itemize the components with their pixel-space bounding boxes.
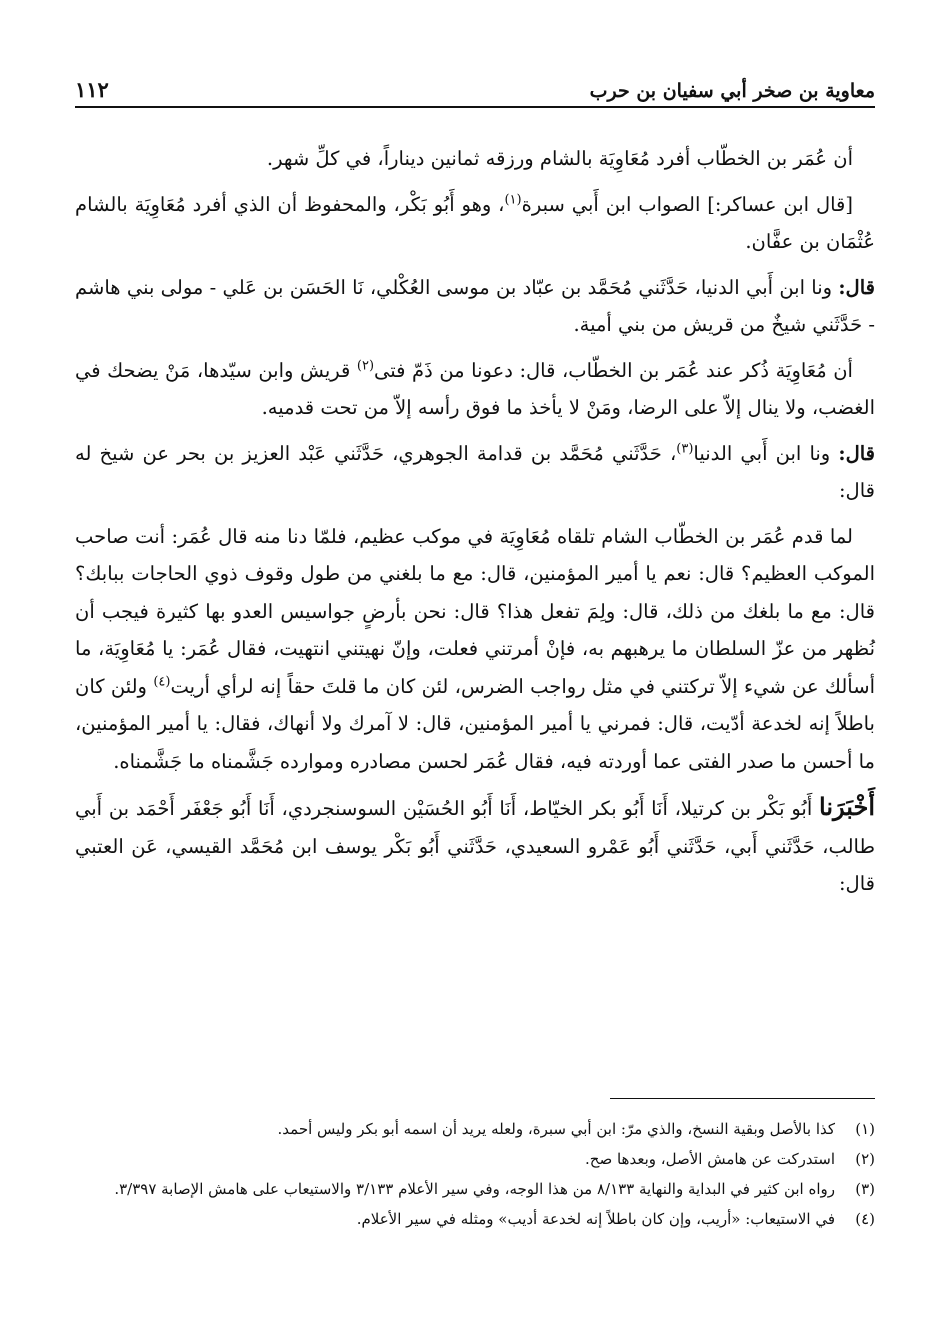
paragraph-4 xyxy=(75,352,875,427)
footnote-number: (٤) xyxy=(855,1210,875,1228)
paragraph-text-cont: ، حَدَّثَني مُحَمَّد بن قدامة الجوهري، حَدَّثَني عَبْد العزيز بن بحر عن شيخ له قال: xyxy=(75,441,875,502)
paragraph-text-cont: قريش وابن سيّدها، مَنْ يضحك في الغضب، ولا ينال إلاّ على الرضا، ومَنْ لا يأخذ ما فوق رأسه إلاّ من تحت قدميه. xyxy=(75,358,875,419)
paragraph-text: أَبُو بَكْر بن كرتيلا، أَنَا أَبُو بكر الخيّاط، أَنَا أَبُو الحُسَيْن السوسنجردي، أَنَا أَبُو جَعْفَر أَحْمَد بن أَبي طالب، حَدَّثَني أَبي، حَدَّثَني أَبُو عَمْرو السعيدي، حَدَّثَني أَبُو بَكْر يوسف ابن مُحَمَّد القيسي، عَن العتبي قال: xyxy=(75,797,875,895)
footnote-text: استدركت عن هامش الأصل، وبعدها صح. xyxy=(585,1150,835,1168)
footnotes xyxy=(75,1116,875,1236)
footnote-ref[interactable]: (١) xyxy=(504,192,522,207)
footnote-1 xyxy=(75,1116,875,1143)
footnote-2 xyxy=(75,1146,875,1173)
footnote-separator xyxy=(610,1098,875,1099)
running-title: معاوية بن صخر أبي سفيان بن حرب xyxy=(589,80,875,102)
footnote-3 xyxy=(75,1176,875,1203)
paragraph-text: أن عُمَر بن الخطّاب أفرد مُعَاوِيَة بالشام ورزقه ثمانين ديناراً، في كلِّ شهر. xyxy=(266,147,853,170)
paragraph-lead: أَخْبَرَنا xyxy=(819,792,875,821)
main-text xyxy=(75,140,875,911)
paragraph-text: ونا ابن أَبي الدنيا، حَدَّثَني مُحَمَّد بن عبّاد بن موسى العُكْلي، نَا الحَسَن بن عَلي - مولى بني هاشم - حَدَّثَني شيخٌ من قريش من بني أمية. xyxy=(75,275,875,336)
paragraph-6 xyxy=(75,518,875,781)
paragraph-lead: قال: xyxy=(838,275,875,299)
footnote-ref[interactable]: (٣) xyxy=(676,441,694,456)
paragraph-1 xyxy=(75,140,875,178)
paragraph-2 xyxy=(75,186,875,261)
footnote-number: (١) xyxy=(855,1120,875,1138)
footnote-4 xyxy=(75,1206,875,1233)
page-number: ١١٢ xyxy=(75,77,109,102)
paragraph-5 xyxy=(75,435,875,510)
paragraph-text-cont: ، وهو أَبُو بَكْر، والمحفوظ أن الذي أفرد مُعَاوِيَة بالشام عُثْمَان بن عفَّان. xyxy=(75,192,875,253)
paragraph-lead: قال: xyxy=(838,441,876,465)
footnote-ref[interactable]: (٤) xyxy=(153,674,171,689)
paragraph-text: لما قدم عُمَر بن الخطّاب الشام تلقاه مُعَاوِيَة في موكب عظيم، فلمّا دنا منه قال عُمَر: أنت صاحب الموكب العظيم؟ قال: نعم يا أمير المؤمنين، قال: مع ما بلغني من طول وقوف ذوي الحاجات ببابك؟ قال: مع ما بلغك من ذلك، قال: ولِمَ تفعل هذا؟ قال: نحن بأرضٍ جواسيس العدو بها كثيرة فيجب أن نُظهر من عزّ السلطان ما يرهبهم به، فإنْ أمرتني فعلت، وإنّ نهيتني انتهيت، فقال عُمَر: يا مُعَاوِيَة، ما أسألك عن شيء إلاّ تركتني في مثل رواجب الضرس، لئن كان ما قلتَ حقاً إنه لرأي أريت xyxy=(75,524,876,698)
footnote-text: في الاستيعاب: «أريب، وإن كان باطلاً إنه لخدعة أديب» ومثله في سير الأعلام. xyxy=(356,1210,835,1228)
paragraph-text: ونا ابن أَبي الدنيا xyxy=(693,441,839,465)
footnote-number: (٢) xyxy=(855,1150,875,1168)
paragraph-7 xyxy=(75,788,875,903)
footnote-text: كذا بالأصل وبقية النسخ، والذي مرّ: ابن أبي سبرة، ولعله يريد أن اسمه أبو بكر وليس أحمد. xyxy=(277,1120,835,1138)
paragraph-3 xyxy=(75,269,875,344)
paragraph-text: أن مُعَاوِيَة ذُكر عند عُمَر بن الخطّاب، قال: دعونا من ذَمّ فتى xyxy=(374,358,853,382)
footnote-text: رواه ابن كثير في البداية والنهاية ٨/١٣٣ من هذا الوجه، وفي سير الأعلام ٣/١٣٣ والاستيعاب على هامش الإصابة ٣/٣٩٧. xyxy=(114,1180,835,1198)
page-header xyxy=(75,70,875,108)
footnote-ref[interactable]: (٢) xyxy=(356,358,375,373)
paragraph-text-cont: ولئن كان باطلاً إنه لخدعة أدّيت، قال: فمرني يا أمير المؤمنين، قال: لا آمرك ولا أنهاك، فقال: يا أمير المؤمنين، ما أحسن ما صدر الفتى عما أوردته فيه، فقال عُمَر لحسن مصادره وموارده جَشَّمناه ما جَشَّمناه. xyxy=(75,674,875,773)
footnote-number: (٣) xyxy=(855,1180,875,1198)
paragraph-text: [قال ابن عساكر:] الصواب ابن أَبي سبرة xyxy=(521,192,853,216)
